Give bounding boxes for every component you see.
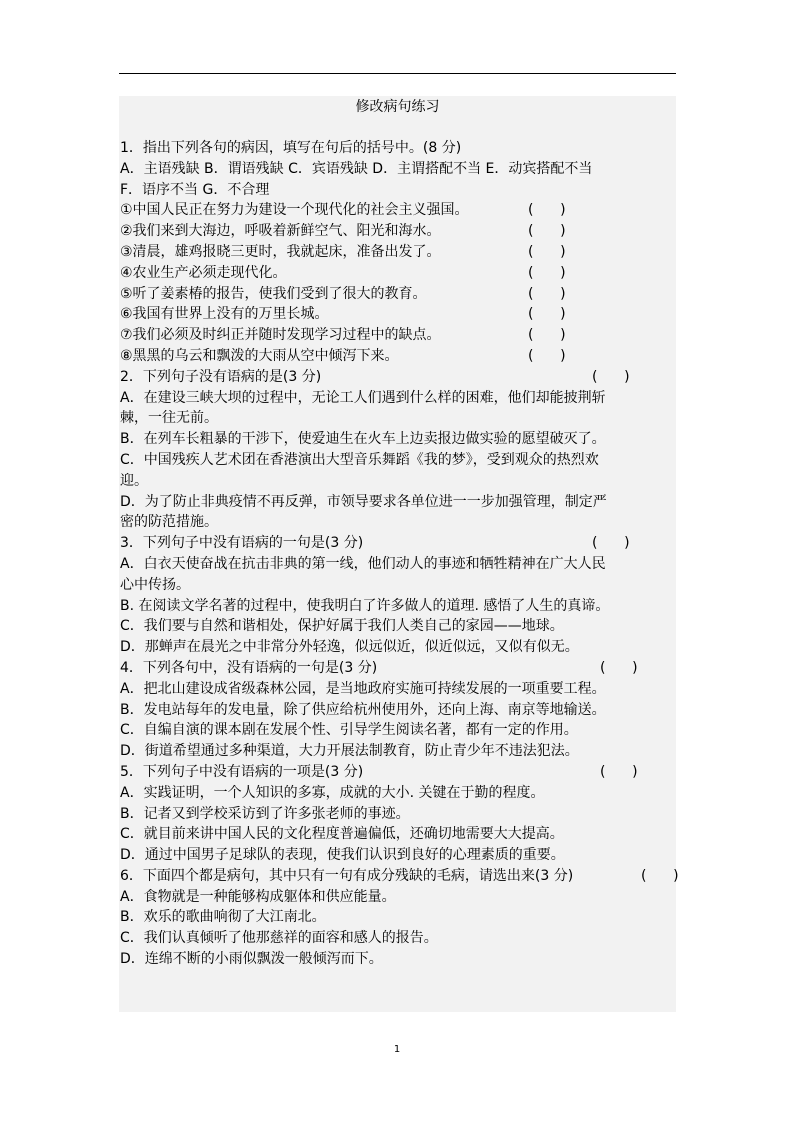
worksheet-line — [119, 658, 676, 679]
line-text: D．街道希望通过多种渠道，大力开展法制教育，防止青少年不违法犯法。 — [120, 743, 579, 760]
worksheet-line — [119, 720, 676, 741]
worksheet-line — [119, 949, 676, 970]
worksheet-line — [119, 554, 676, 575]
line-text: 棘，一往无前。 — [120, 410, 218, 427]
line-text: 5．下列句子中没有语病的一项是(3 分) — [120, 763, 364, 780]
line-text: 密的防范措施。 — [120, 514, 218, 531]
answer-blank: ( ) — [528, 202, 566, 219]
worksheet-line — [119, 221, 676, 242]
line-text: 1．指出下列各句的病因，填写在句后的括号中。(8 分) — [120, 140, 462, 156]
line-text: A．在建设三峡大坝的过程中，无论工人们遇到什么样的困难，他们却能披荆斩 — [120, 389, 606, 406]
line-text: A．食物就是一种能够构成躯体和供应能量。 — [120, 888, 396, 905]
line-text: D．为了防止非典疫情不再反弹，市领导要求各单位进一一步加强管理，制定严 — [120, 493, 607, 510]
line-text: ①中国人民正在努力为建设一个现代化的社会主义强国。 — [120, 202, 469, 219]
line-text: A．把北山建设成省级森林公园，是当地政府实施可持续发展的一项重要工程。 — [120, 680, 606, 697]
line-text: F．语序不当 G．不合理 — [120, 181, 270, 198]
answer-blank: ( ) — [600, 763, 638, 780]
line-text: B．记者又到学校采访到了许多张老师的事迹。 — [120, 805, 410, 822]
answer-blank: ( ) — [528, 223, 566, 240]
line-text: C．我们要与自然和谐相处，保护好属于我们人类自己的家园——地球。 — [120, 618, 564, 635]
page-number: 1 — [393, 1044, 401, 1055]
line-text: ⑦我们必须及时纠正并随时发现学习过程中的缺点。 — [120, 327, 441, 344]
header-rule — [119, 73, 676, 74]
answer-blank: ( ) — [528, 327, 566, 344]
worksheet-line — [119, 408, 676, 429]
worksheet-title: 修改病句练习 — [355, 99, 440, 115]
line-text: ④农业生产必须走现代化。 — [120, 264, 287, 281]
line-text: 2．下列句子没有语病的是(3 分) — [120, 368, 322, 385]
line-text: ⑥我国有世界上没有的万里长城。 — [120, 306, 329, 323]
worksheet-line — [119, 325, 676, 346]
line-text: 3．下列句子中没有语病的一句是(3 分) — [120, 535, 364, 552]
worksheet-line — [119, 200, 676, 221]
worksheet-line — [119, 700, 676, 721]
answer-blank: ( ) — [600, 659, 638, 676]
worksheet-line — [119, 741, 676, 762]
line-text: B．在列车长粗暴的干涉下，使爱迪生在火车上边卖报边做实验的愿望破灭了。 — [120, 431, 606, 448]
worksheet-lines — [119, 138, 679, 970]
worksheet-line — [119, 907, 676, 928]
line-text: A．实践证明，一个人知识的多寡，成就的大小. 关键在于勤的程度。 — [120, 784, 545, 801]
answer-blank: ( ) — [528, 243, 566, 260]
line-text: D．连绵不断的小雨似飘泼一般倾泻而下。 — [120, 951, 383, 968]
worksheet-line — [119, 887, 676, 908]
worksheet-line — [119, 346, 676, 367]
worksheet-line — [119, 679, 676, 700]
answer-blank: ( ) — [528, 285, 566, 302]
worksheet-line — [119, 762, 676, 783]
line-text: B．发电站每年的发电量，除了供应给杭州使用外，还向上海、南京等地输送。 — [120, 701, 606, 718]
line-text: ⑤听了姜素椿的报告，使我们受到了很大的教育。 — [120, 285, 427, 302]
worksheet-line — [119, 783, 676, 804]
worksheet-line — [119, 616, 676, 637]
worksheet-line — [119, 180, 676, 201]
worksheet-line — [119, 388, 676, 409]
line-text: 4．下列各句中，没有语病的一句是(3 分) — [120, 659, 378, 676]
worksheet-line — [119, 242, 676, 263]
line-text: B．欢乐的歌曲响彻了大江南北。 — [120, 909, 326, 926]
worksheet-line — [119, 450, 676, 471]
worksheet-line — [119, 492, 676, 513]
answer-blank: ( ) — [641, 867, 679, 884]
line-text: 6．下面四个都是病句，其中只有一句有成分残缺的毛病，请选出来(3 分) — [120, 867, 574, 884]
line-text: D．那蝉声在晨光之中非常分外轻逸，似远似近，似近似远，又似有似无。 — [120, 639, 579, 656]
line-text: 迎。 — [120, 472, 148, 489]
worksheet-line — [119, 533, 676, 554]
answer-blank: ( ) — [528, 264, 566, 281]
answer-blank: ( ) — [592, 368, 630, 385]
line-text: C．就目前来讲中国人民的文化程度普遍偏低，还确切地需要大大提高。 — [120, 826, 564, 843]
line-text: D．通过中国男子足球队的表现，使我们认识到良好的心理素质的重要。 — [120, 847, 565, 864]
line-text: C．自编自演的课本剧在发展个性、引导学生阅读名著，都有一定的作用。 — [120, 722, 578, 739]
line-text: ②我们来到大海边，呼吸着新鲜空气、阳光和海水。 — [120, 223, 441, 240]
worksheet-line — [119, 138, 676, 159]
answer-blank: ( ) — [592, 535, 630, 552]
worksheet-line — [119, 263, 676, 284]
line-text: 心中传扬。 — [120, 576, 190, 593]
worksheet-line — [119, 928, 676, 949]
line-text: C．中国残疾人艺术团在香港演出大型音乐舞蹈《我的梦》，受到观众的热烈欢 — [120, 451, 599, 468]
line-text: A．主语残缺 B．谓语残缺 C．宾语残缺 D．主谓搭配不当 E．动宾搭配不当 — [120, 160, 593, 177]
worksheet-line — [119, 866, 679, 887]
worksheet-line — [119, 845, 676, 866]
worksheet-line — [119, 637, 676, 658]
worksheet-line — [119, 575, 676, 596]
worksheet-line — [119, 159, 676, 180]
worksheet-body — [119, 96, 679, 1012]
worksheet-line — [119, 596, 676, 617]
line-text: B. 在阅读文学名著的过程中，使我明白了许多做人的道理. 感悟了人生的真谛。 — [120, 597, 610, 614]
worksheet-line — [119, 804, 676, 825]
line-text: ⑧黑黑的乌云和飘泼的大雨从空中倾泻下来。 — [120, 347, 399, 364]
worksheet-line — [119, 304, 676, 325]
line-text: C．我们认真倾听了他那慈祥的面容和感人的报告。 — [120, 930, 438, 947]
worksheet-line — [119, 471, 676, 492]
answer-blank: ( ) — [528, 306, 566, 323]
answer-blank: ( ) — [528, 347, 566, 364]
line-text: ③清晨，雄鸡报晓三更时，我就起床，准备出发了。 — [120, 243, 441, 260]
worksheet-line — [119, 512, 676, 533]
worksheet-line — [119, 367, 676, 388]
worksheet-line — [119, 429, 676, 450]
line-text: A．白衣天使奋战在抗击非典的第一线，他们动人的事迹和牺牲精神在广大人民 — [120, 555, 606, 572]
worksheet-line — [119, 824, 676, 845]
worksheet-line — [119, 284, 676, 305]
